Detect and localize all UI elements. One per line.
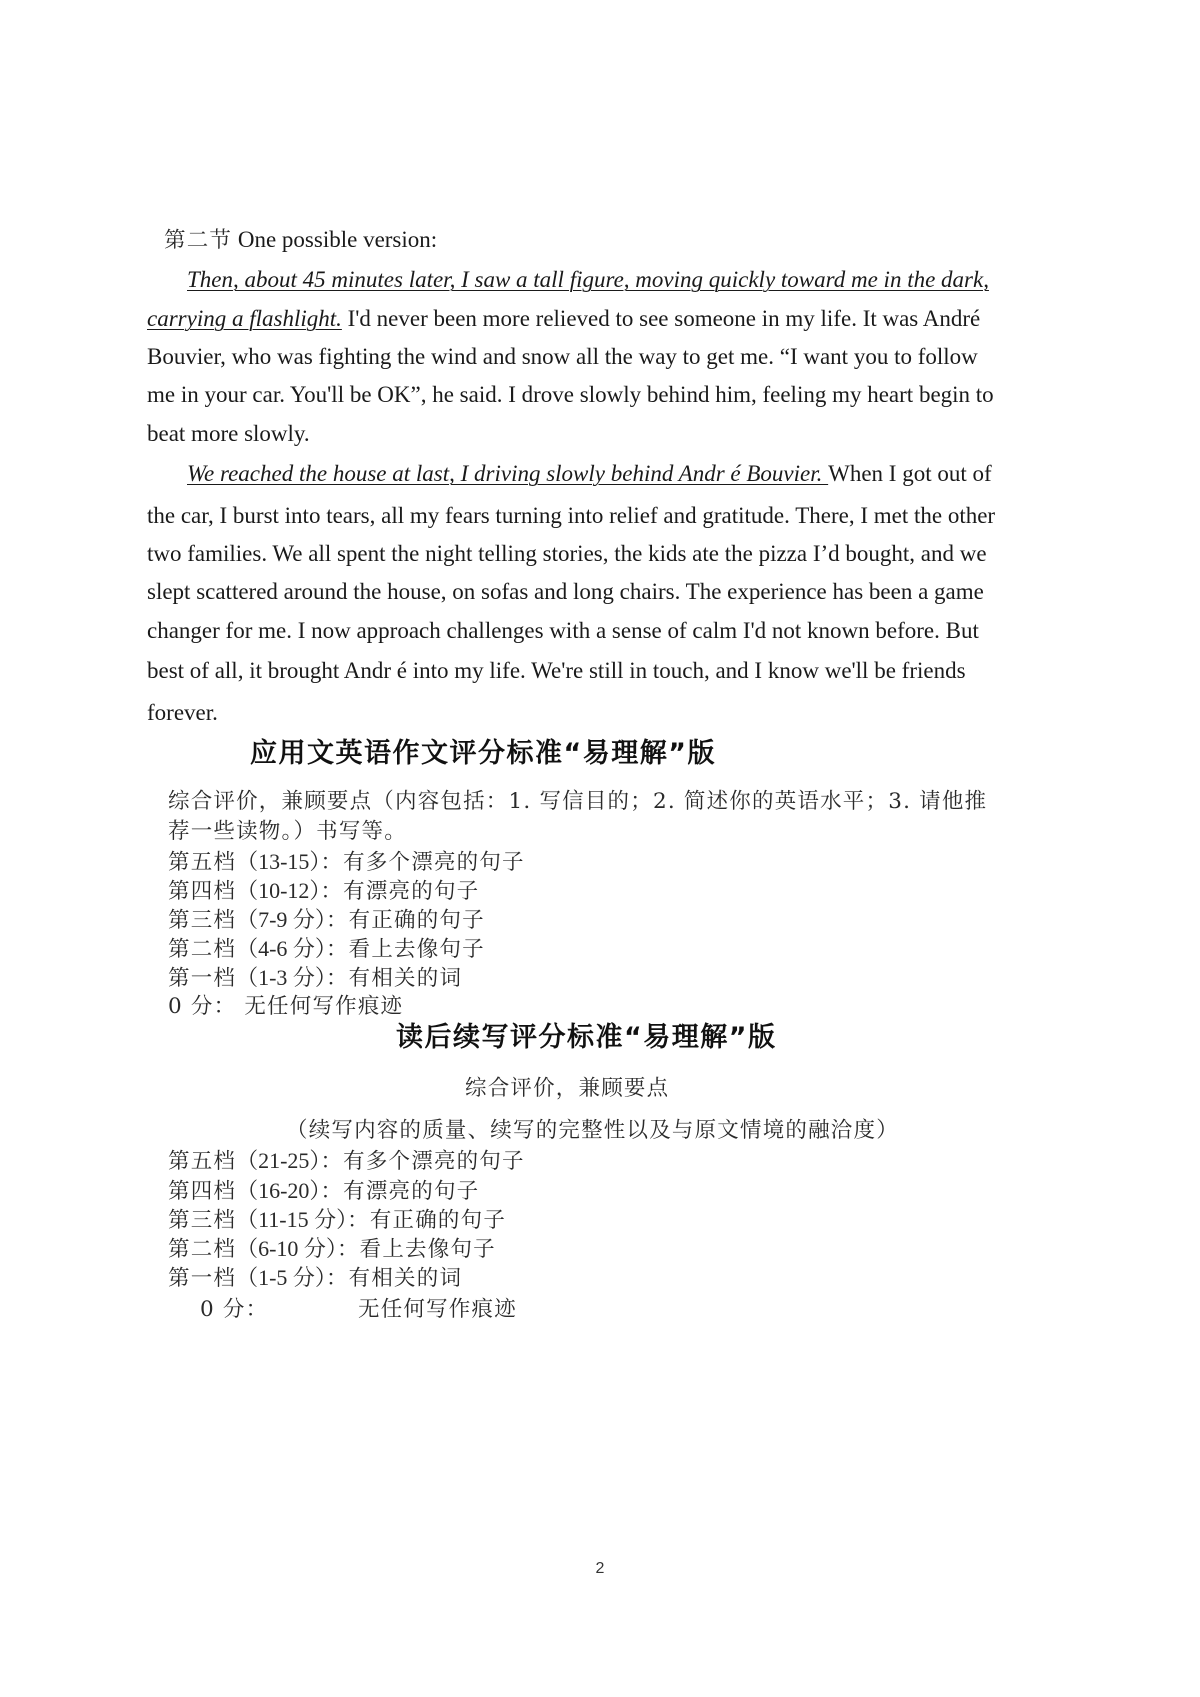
applied-grade-2 (168, 935, 485, 964)
paragraph1-line3: Bouvier, who was fighting the wind and snow all the way to get me. “I want you to follow (147, 344, 978, 369)
continuation-grade-0-label: 0 分： (200, 1297, 269, 1322)
continuation-grade-0-desc: 无任何写作痕迹 (358, 1297, 517, 1322)
continuation-grade-1 (168, 1264, 462, 1293)
grade-range: （21-25） (236, 1148, 321, 1173)
underlined-opening-sentence-end: carrying a flashlight. (147, 306, 342, 331)
continuation-writing-heading: 读后续写评分标准“易理解”版 (396, 1022, 777, 1053)
section-two-title (164, 226, 437, 255)
grade-name: 第四档 (168, 1179, 237, 1204)
grade-name: 第一档 (168, 966, 237, 991)
grade-desc: ：有漂亮的句子 (320, 879, 480, 904)
grade-desc: ：有多个漂亮的句子 (320, 850, 525, 875)
grade-desc: ：看上去像句子 (325, 937, 485, 962)
applied-writing-heading: 应用文英语作文评分标准“易理解”版 (250, 738, 716, 769)
grade-name: 第五档 (168, 850, 237, 875)
grade-desc: ：有正确的句子 (347, 1208, 507, 1233)
grade-range: （1-3 分） (236, 965, 326, 990)
applied-grade-4 (168, 877, 479, 906)
applied-grade-1 (168, 964, 462, 993)
paragraph-text: I'd never been more relieved to see someone in my life. It was André (341, 306, 981, 331)
page-number: 2 (595, 1560, 605, 1577)
paragraph2-line5: changer for me. I now approach challenges with a sense of calm I'd not known before. But (147, 618, 979, 643)
grade-range: （16-20） (236, 1178, 321, 1203)
grade-desc: ：有正确的句子 (325, 908, 485, 933)
grade-desc: ：有相关的词 (325, 1266, 463, 1291)
grade-name: 第一档 (168, 1266, 237, 1291)
paragraph2-line2: the car, I burst into tears, all my fears turning into relief and gratitude. There, I met the other (147, 503, 996, 528)
paragraph2-line4: slept scattered around the house, on sofas and long chairs. The experience has been a game (147, 579, 984, 604)
grade-range: （7-9 分） (236, 907, 326, 932)
applied-grade-0: 0 分： 无任何写作痕迹 (168, 994, 404, 1019)
grade-name: 第四档 (168, 879, 237, 904)
applied-grade-3 (168, 906, 485, 935)
paragraph2-line3: two families. We all spent the night telling stories, the kids ate the pizza I’d bought, and we (147, 541, 987, 566)
paragraph2-line1 (187, 460, 992, 488)
grade-range: （6-10 分） (236, 1236, 337, 1261)
section-label: 第二节 (164, 228, 233, 253)
grade-name: 第三档 (168, 908, 237, 933)
paragraph1-line2 (147, 305, 980, 333)
grade-range: （10-12） (236, 878, 321, 903)
grade-range: （11-15 分） (236, 1207, 348, 1232)
continuation-sub2: （续写内容的质量、续写的完整性以及与原文情境的融洽度） (286, 1118, 899, 1143)
continuation-grade-2 (168, 1235, 496, 1264)
grade-name: 第二档 (168, 1237, 237, 1262)
paragraph1-line5: beat more slowly. (147, 421, 310, 446)
continuation-grade-5 (168, 1147, 525, 1176)
section-title-text: One possible version: (232, 227, 438, 252)
continuation-sub1: 综合评价，兼顾要点 (465, 1076, 670, 1101)
grade-range: （4-6 分） (236, 936, 326, 961)
paragraph1-line4: me in your car. You'll be OK”, he said. I drove slowly behind him, feeling my heart begin to (147, 382, 994, 407)
paragraph2-line7: forever. (147, 700, 218, 725)
applied-intro-line2: 荐一些读物。）书写等。 (168, 819, 407, 844)
grade-desc: ：看上去像句子 (336, 1237, 496, 1262)
continuation-grade-3 (168, 1206, 506, 1235)
grade-name: 第三档 (168, 1208, 237, 1233)
grade-desc: ：有相关的词 (325, 966, 463, 991)
paragraph1-line1 (187, 266, 989, 294)
paragraph2-line6: best of all, it brought Andr é into my life. We're still in touch, and I know we'll be friends (147, 658, 966, 683)
underlined-opening-sentence: We reached the house at last, I driving slowly behind Andr é Bouvier. (187, 461, 829, 486)
grade-name: 第二档 (168, 937, 237, 962)
grade-desc: ：有多个漂亮的句子 (320, 1149, 525, 1174)
applied-intro-line1: 综合评价，兼顾要点（内容包括：1. 写信目的；2. 简述你的英语水平；3. 请他推 (168, 789, 988, 814)
grade-desc: ：有漂亮的句子 (320, 1179, 480, 1204)
grade-range: （13-15） (236, 849, 321, 874)
applied-grade-5 (168, 848, 525, 877)
paragraph-text: When I got out of (828, 461, 992, 486)
grade-range: （1-5 分） (236, 1265, 326, 1290)
grade-name: 第五档 (168, 1149, 237, 1174)
continuation-grade-4 (168, 1177, 479, 1206)
underlined-opening-sentence: Then, about 45 minutes later, I saw a tall figure, moving quickly toward me in the dark, (187, 267, 989, 292)
